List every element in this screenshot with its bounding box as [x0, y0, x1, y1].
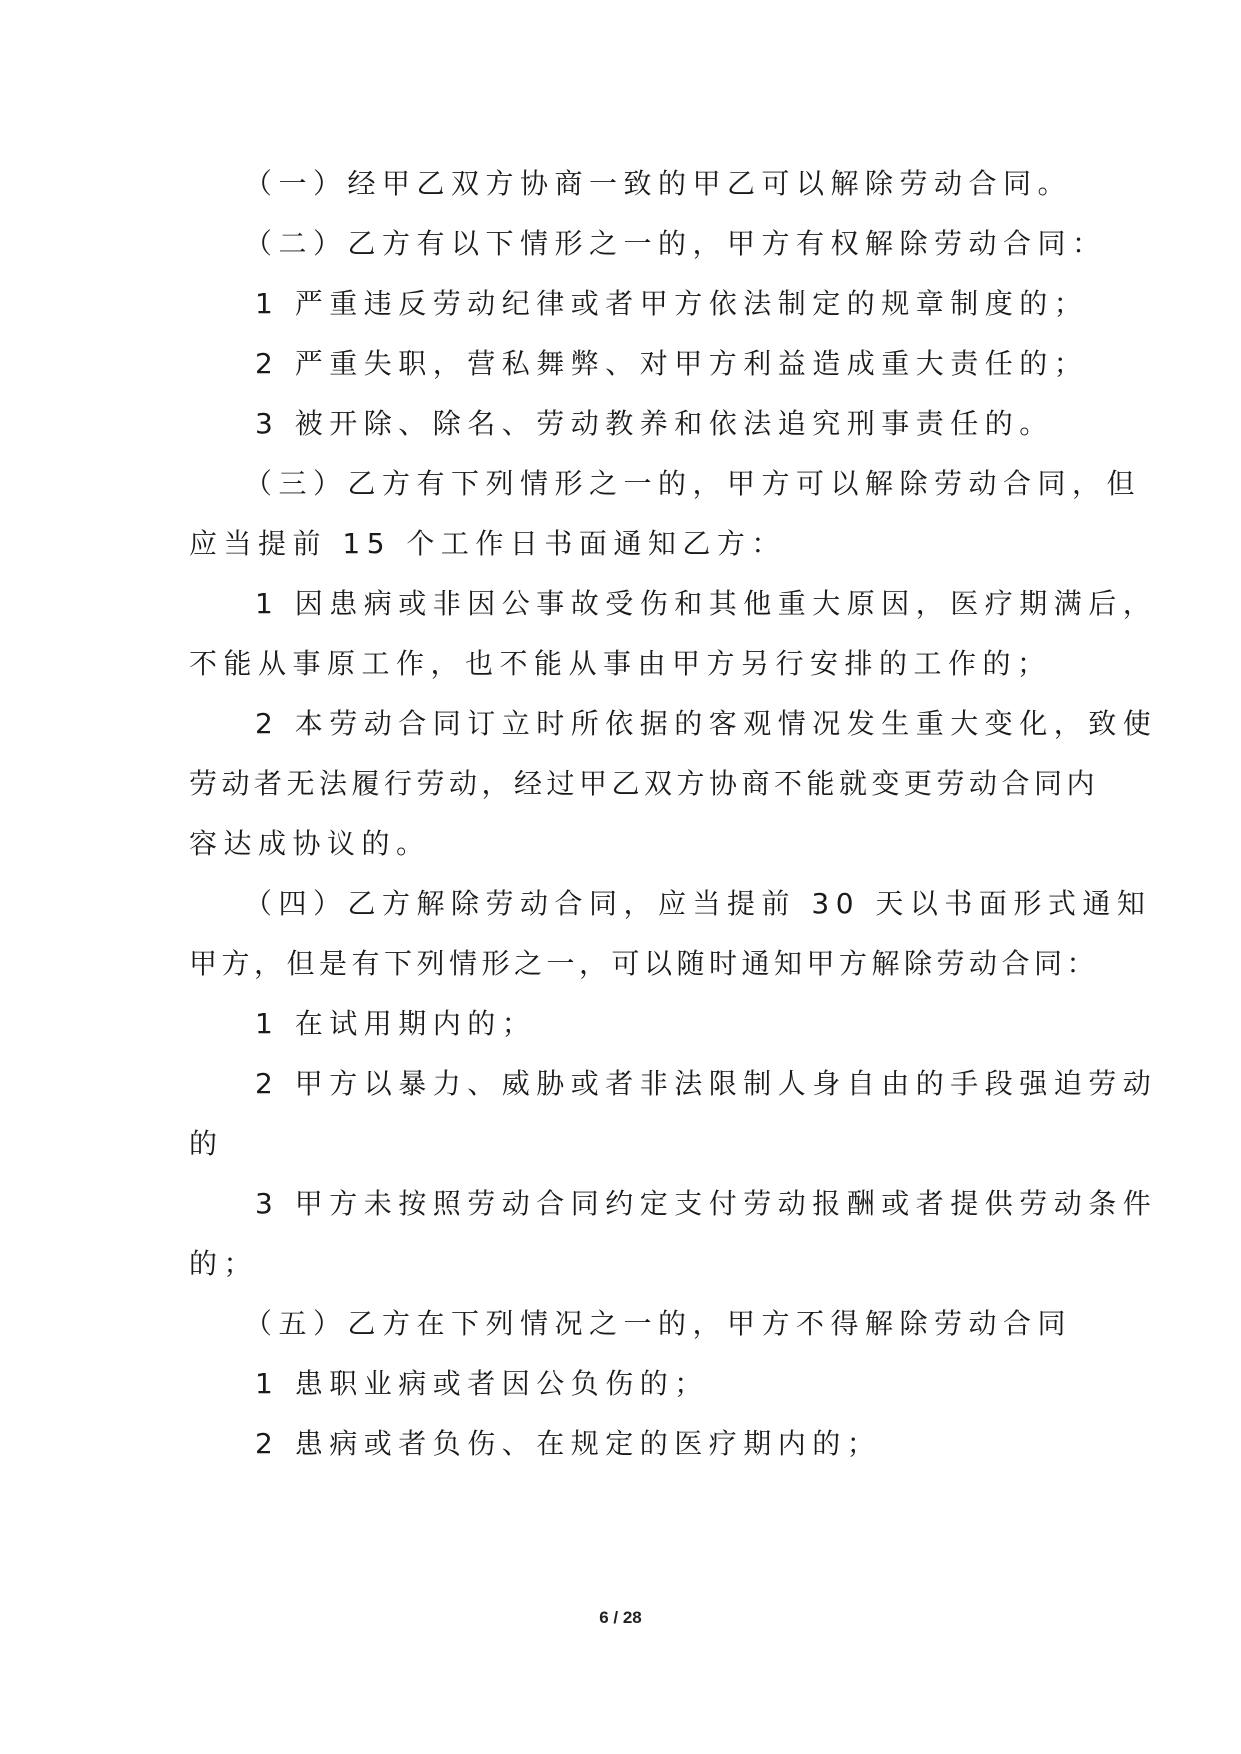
text-line: 劳动者无法履行劳动，经过甲乙双方协商不能就变更劳动合同内 — [189, 767, 1100, 800]
text-line: （一）经甲乙双方协商一致的甲乙可以解除劳动合同。 — [244, 167, 1073, 200]
text-line: （二）乙方有以下情形之一的，甲方有权解除劳动合同： — [244, 227, 1107, 260]
text-line: 不能从事原工作，也不能从事由甲方另行安排的工作的； — [189, 647, 1052, 680]
text-line: 的； — [189, 1247, 259, 1280]
text-line: 3 甲方未按照劳动合同约定支付劳动报酬或者提供劳动条件 — [255, 1187, 1158, 1220]
text-line: 3 被开除、除名、劳动教养和依法追究刑事责任的。 — [255, 407, 1054, 440]
text-line: 的 — [189, 1127, 224, 1160]
page-number: 6 / 28 — [599, 1608, 642, 1627]
text-line: （五）乙方在下列情况之一的，甲方不得解除劳动合同 — [244, 1307, 1073, 1340]
text-line: 1 因患病或非因公事故受伤和其他重大原因，医疗期满后， — [255, 587, 1158, 620]
text-line: 容达成协议的。 — [189, 827, 431, 860]
text-line: 1 患职业病或者因公负伤的； — [255, 1367, 709, 1400]
text-line: 甲方，但是有下列情形之一，可以随时通知甲方解除劳动合同： — [189, 947, 1100, 980]
text-line: 2 甲方以暴力、威胁或者非法限制人身自由的手段强迫劳动 — [255, 1067, 1158, 1100]
text-line: （三）乙方有下列情形之一的，甲方可以解除劳动合同，但 — [244, 467, 1142, 500]
text-line: 1 严重违反劳动纪律或者甲方依法制定的规章制度的； — [255, 287, 1089, 320]
text-line: 1 在试用期内的； — [255, 1007, 537, 1040]
text-line: 2 本劳动合同订立时所依据的客观情况发生重大变化，致使 — [255, 707, 1158, 740]
text-line: （四）乙方解除劳动合同，应当提前 30 天以书面形式通知 — [244, 887, 1152, 920]
text-line: 2 患病或者负伤、在规定的医疗期内的； — [255, 1427, 882, 1460]
text-line: 应当提前 15 个工作日书面通知乙方： — [189, 527, 786, 560]
text-line: 2 严重失职，营私舞弊、对甲方利益造成重大责任的； — [255, 347, 1089, 380]
